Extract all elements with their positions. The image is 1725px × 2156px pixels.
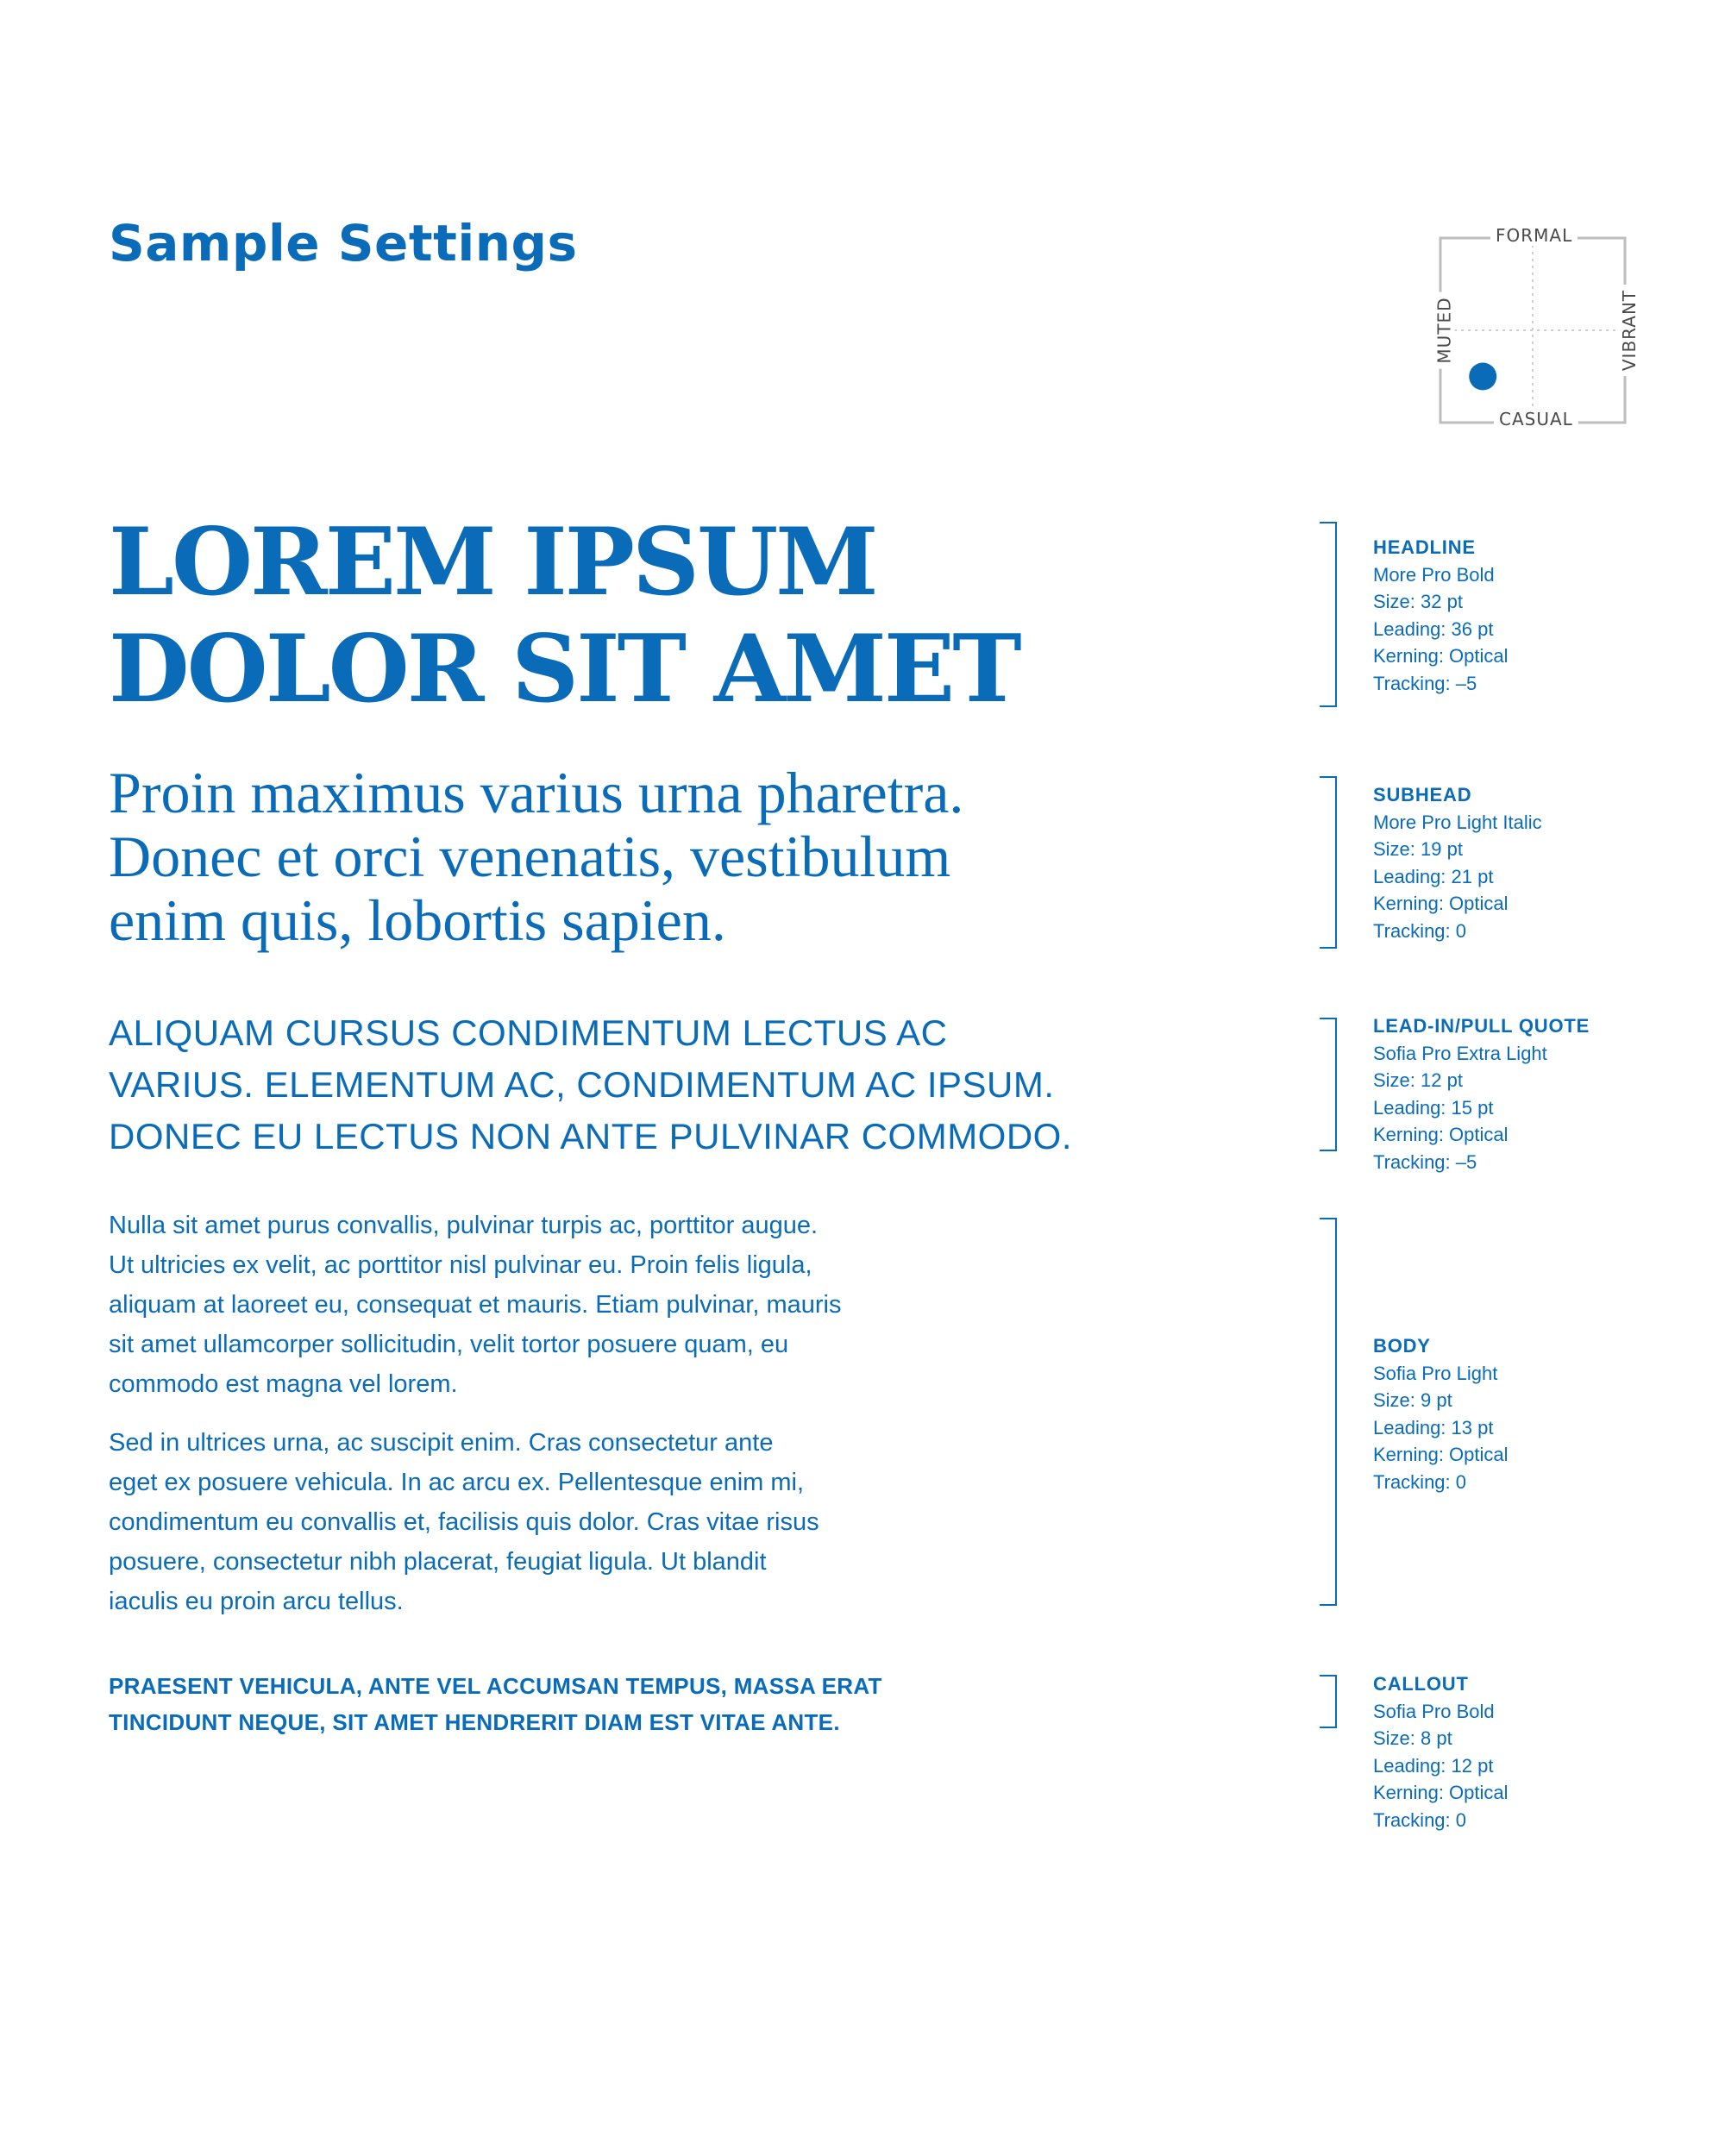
spec-title: HEADLINE (1373, 536, 1476, 558)
page-title: Sample Settings (109, 214, 578, 273)
callout-spec (1373, 1670, 1509, 1833)
callout-bracket (1320, 1675, 1337, 1728)
subhead-spec (1373, 781, 1542, 944)
tone-position-dot (1469, 363, 1496, 391)
subhead-line: Donec et orci venenatis, vestibulum (109, 824, 951, 889)
subhead-line: enim quis, lobortis sapien. (109, 887, 726, 953)
body-line: Ut ultricies ex velit, ac porttitor nisl pulvinar eu. Proin felis ligula, (109, 1251, 812, 1279)
subhead-sample (109, 761, 1195, 952)
tone-label-casual: CASUAL (1494, 409, 1578, 429)
spec-kerning: Kerning: Optical (1373, 645, 1509, 667)
body-line: Sed in ultrices urna, ac suscipit enim. Cras consectetur ante (109, 1429, 774, 1457)
spec-font: Sofia Pro Extra Light (1373, 1042, 1547, 1064)
body-line: posuere, consectetur nibh placerat, feugiat ligula. Ut blandit (109, 1548, 767, 1576)
tone-label-formal: FORMAL (1490, 225, 1578, 246)
spec-size: Size: 12 pt (1373, 1069, 1463, 1091)
headline-line: DOLOR SIT AMET (109, 615, 1019, 724)
spec-font: Sofia Pro Bold (1373, 1700, 1495, 1722)
body-paragraph-2 (109, 1423, 1075, 1621)
spec-tracking: Tracking: 0 (1373, 1470, 1467, 1493)
body-line: iaculis eu proin arcu tellus. (109, 1588, 404, 1615)
tone-map-diagram (1414, 221, 1639, 428)
spec-font: More Pro Light Italic (1373, 811, 1542, 833)
spec-kerning: Kerning: Optical (1373, 1124, 1509, 1145)
callout-sample (109, 1668, 1057, 1740)
subhead-bracket (1320, 776, 1337, 949)
subhead-line: Proin maximus varius urna pharetra. (109, 760, 964, 825)
spec-leading: Leading: 21 pt (1373, 865, 1494, 887)
spec-font: More Pro Bold (1373, 563, 1495, 586)
body-line: condimentum eu convallis et, facilisis quis dolor. Cras vitae risus (109, 1508, 819, 1536)
leadin-line: ALIQUAM CURSUS CONDIMENTUM LECTUS AC (109, 1012, 948, 1053)
spec-leading: Leading: 36 pt (1373, 617, 1494, 640)
spec-title: LEAD-IN/PULL QUOTE (1373, 1015, 1590, 1037)
headline-spec (1373, 534, 1509, 697)
spec-size: Size: 32 pt (1373, 591, 1463, 612)
leadin-line: DONEC EU LECTUS NON ANTE PULVINAR COMMODO. (109, 1116, 1073, 1156)
spec-tracking: Tracking: –5 (1373, 1150, 1477, 1173)
spec-leading: Leading: 13 pt (1373, 1416, 1494, 1438)
spec-kerning: Kerning: Optical (1373, 893, 1509, 914)
tone-label-muted: MUTED (1434, 291, 1455, 368)
spec-leading: Leading: 12 pt (1373, 1754, 1494, 1777)
leadin-spec (1373, 1012, 1590, 1175)
spec-tracking: Tracking: –5 (1373, 672, 1477, 694)
spec-title: SUBHEAD (1373, 784, 1472, 805)
spec-size: Size: 19 pt (1373, 838, 1463, 860)
headline-sample (109, 509, 1230, 723)
body-line: commodo est magna vel lorem. (109, 1370, 458, 1398)
body-bracket (1320, 1218, 1337, 1606)
leadin-bracket (1320, 1018, 1337, 1151)
spec-title: BODY (1373, 1335, 1431, 1357)
headline-bracket (1320, 522, 1337, 707)
body-paragraph-1 (109, 1206, 1075, 1404)
spec-leading: Leading: 15 pt (1373, 1096, 1494, 1119)
spec-font: Sofia Pro Light (1373, 1362, 1498, 1384)
leadin-line: VARIUS. ELEMENTUM AC, CONDIMENTUM AC IPSUM. (109, 1064, 1055, 1105)
body-line: Nulla sit amet purus convallis, pulvinar turpis ac, porttitor augue. (109, 1212, 819, 1239)
callout-line: TINCIDUNT NEQUE, SIT AMET HENDRERIT DIAM EST VITAE ANTE. (109, 1709, 840, 1735)
spec-kerning: Kerning: Optical (1373, 1782, 1509, 1803)
body-line: sit amet ullamcorper sollicitudin, velit tortor posuere quam, eu (109, 1331, 789, 1358)
callout-line: PRAESENT VEHICULA, ANTE VEL ACCUMSAN TEMPUS, MASSA ERAT (109, 1673, 882, 1699)
headline-line: LOREM IPSUM (109, 508, 876, 617)
leadin-sample (109, 1007, 1230, 1163)
spec-tracking: Tracking: 0 (1373, 1808, 1467, 1831)
spec-kerning: Kerning: Optical (1373, 1444, 1509, 1465)
spec-title: CALLOUT (1373, 1673, 1469, 1695)
spec-size: Size: 8 pt (1373, 1727, 1452, 1749)
tone-label-vibrant: VIBRANT (1619, 285, 1640, 376)
spec-size: Size: 9 pt (1373, 1389, 1452, 1411)
body-line: aliquam at laoreet eu, consequat et mauris. Etiam pulvinar, mauris (109, 1291, 842, 1319)
body-spec (1373, 1332, 1509, 1495)
body-line: eget ex posuere vehicula. In ac arcu ex. Pellentesque enim mi, (109, 1469, 805, 1496)
spec-tracking: Tracking: 0 (1373, 919, 1467, 942)
